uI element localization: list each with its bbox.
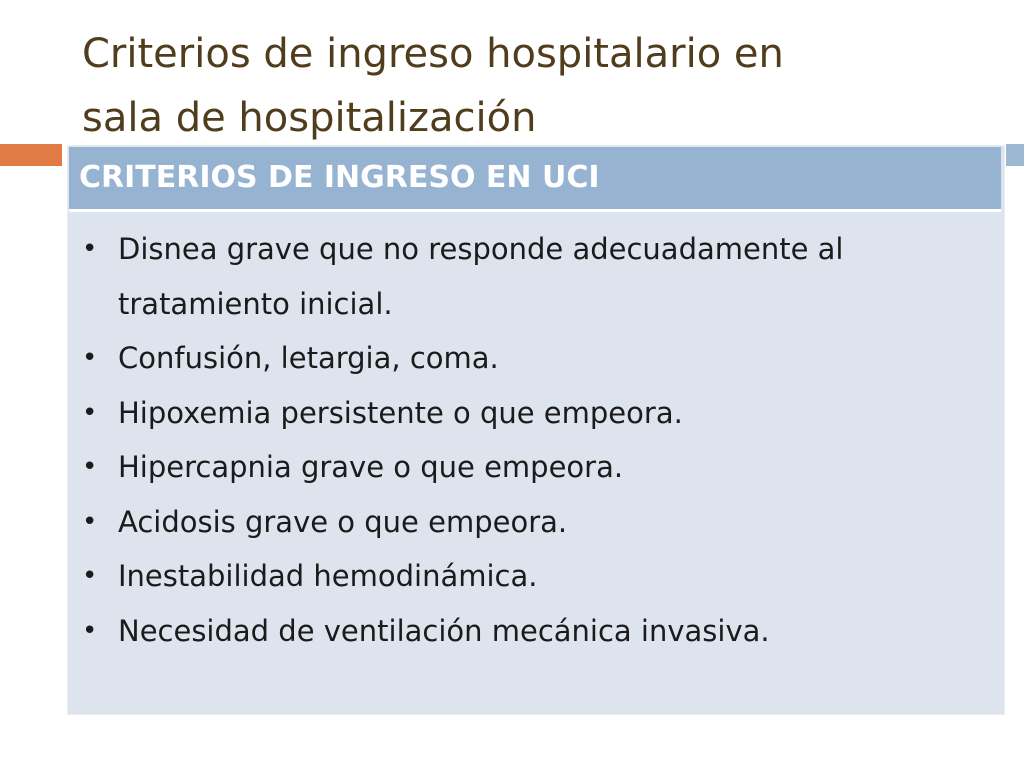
list-item-text: Acidosis grave o que empeora. bbox=[118, 504, 568, 539]
criteria-table bbox=[68, 146, 1004, 714]
bullet-icon: • bbox=[82, 561, 98, 591]
list-item bbox=[82, 331, 982, 386]
bullet-icon: • bbox=[82, 343, 98, 373]
list-item-text: Necesidad de ventilación mecánica invasiva. bbox=[118, 613, 770, 648]
list-item-text: Hipercapnia grave o que empeora. bbox=[118, 450, 624, 484]
bullet-icon: • bbox=[82, 397, 98, 428]
list-item-text: Confusión, letargia, coma. bbox=[118, 341, 499, 375]
list-item bbox=[82, 549, 982, 604]
table-header bbox=[69, 147, 1001, 212]
accent-bar-orange bbox=[0, 144, 62, 166]
list-item bbox=[82, 386, 982, 441]
list-item bbox=[82, 495, 982, 550]
table-header-label: CRITERIOS DE INGRESO EN UCI bbox=[79, 160, 600, 195]
list-item-text: Inestabilidad hemodinámica. bbox=[118, 559, 538, 593]
criteria-list bbox=[82, 222, 982, 658]
list-item-text: Hipoxemia persistente o que empeora. bbox=[118, 395, 683, 430]
bullet-icon: • bbox=[82, 506, 98, 537]
list-item-text: Disnea grave que no responde adecuadamente al tratamiento inicial. bbox=[118, 232, 844, 321]
accent-bar-blue bbox=[1006, 144, 1024, 166]
slide-title-line-1: Criterios de ingreso hospitalario en bbox=[82, 31, 784, 77]
bullet-icon: • bbox=[82, 615, 98, 646]
list-item bbox=[82, 440, 982, 495]
bullet-icon: • bbox=[82, 452, 98, 482]
list-item bbox=[82, 222, 982, 331]
slide-title bbox=[82, 22, 982, 150]
slide-title-line-2: sala de hospitalización bbox=[82, 95, 537, 141]
list-item bbox=[82, 604, 982, 659]
bullet-icon: • bbox=[82, 234, 98, 264]
